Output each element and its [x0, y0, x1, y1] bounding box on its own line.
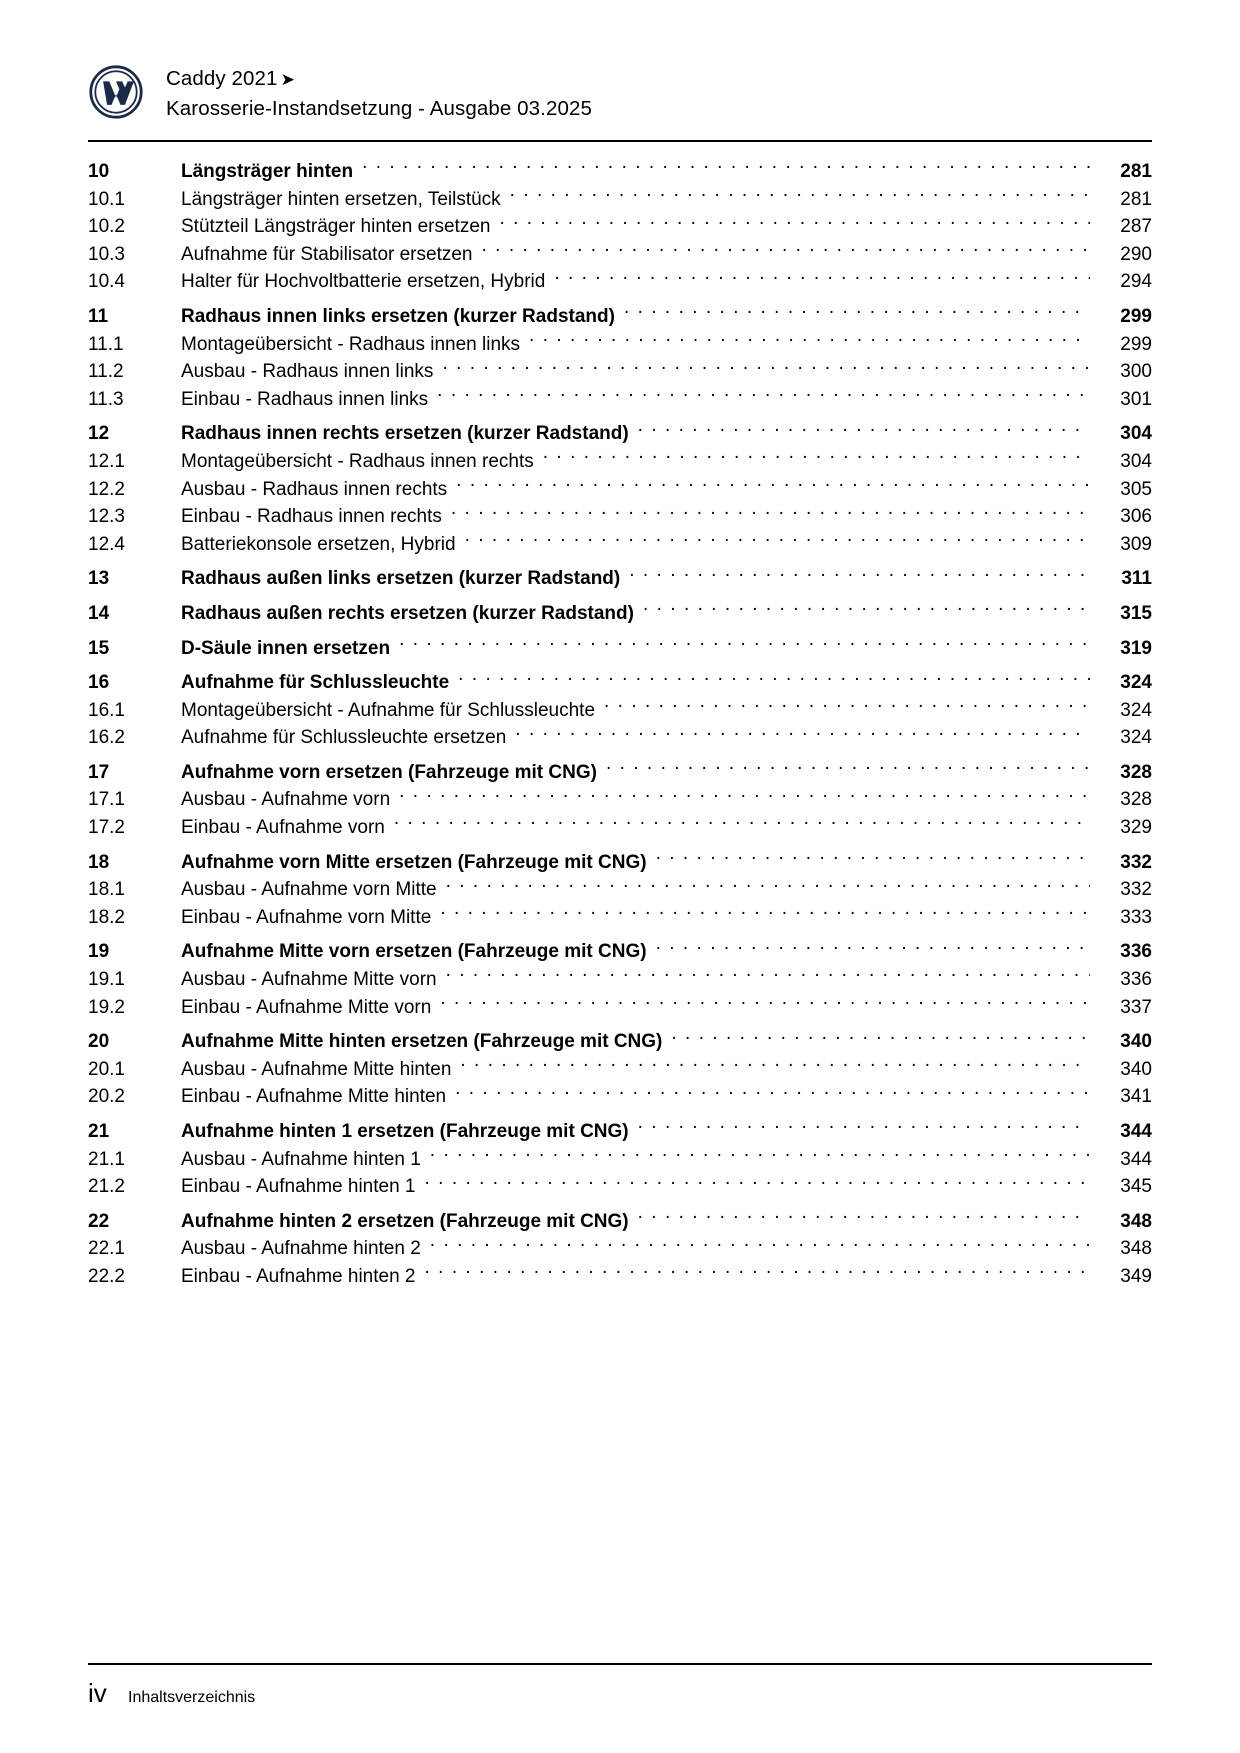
toc-leader-dots [446, 876, 1090, 895]
toc-entry-title: Längsträger hinten ersetzen, Teilstück [181, 188, 501, 210]
header-model-line [166, 64, 592, 94]
toc-entry[interactable] [88, 1083, 1152, 1111]
toc-leader-dots [446, 966, 1090, 985]
toc-entry-number: 22.1 [88, 1238, 125, 1260]
toc-entry[interactable] [88, 724, 1152, 752]
toc-entry[interactable] [88, 420, 1152, 448]
toc-leader-dots [458, 669, 1090, 688]
toc-entry-page: 336 [1120, 969, 1152, 991]
toc-entry-page: 324 [1120, 672, 1152, 694]
toc-entry-page: 332 [1120, 851, 1152, 873]
toc-entry[interactable] [88, 938, 1152, 966]
toc-entry[interactable] [88, 966, 1152, 994]
toc-entry[interactable] [88, 213, 1152, 241]
toc-entry-title: Radhaus außen rechts ersetzen (kurzer Radstand) [181, 602, 634, 624]
toc-leader-dots [465, 531, 1090, 550]
header-model: Caddy 2021 [166, 67, 278, 90]
toc-entry-number: 11.3 [88, 388, 124, 410]
toc-entry[interactable] [88, 331, 1152, 359]
toc-entry-number: 12.1 [88, 450, 125, 472]
toc-entry-page: 301 [1120, 388, 1152, 410]
toc-entry-number: 11.2 [88, 361, 124, 383]
toc-entry[interactable] [88, 241, 1152, 269]
toc-entry-page: 300 [1120, 361, 1152, 383]
toc-leader-dots [482, 241, 1091, 260]
toc-entry-page: 340 [1120, 1058, 1152, 1080]
toc-leader-dots [638, 1208, 1090, 1227]
toc-entry-number: 16 [88, 672, 110, 694]
toc-entry[interactable] [88, 448, 1152, 476]
toc-entry-title: Ausbau - Radhaus innen links [181, 361, 434, 383]
toc-entry-number: 12 [88, 423, 110, 445]
toc-entry-page: 328 [1120, 789, 1152, 811]
footer-divider [88, 1663, 1152, 1665]
toc-entry-number: 11 [88, 305, 109, 327]
toc-entry-number: 16.2 [88, 727, 125, 749]
toc-entry-number: 21.1 [88, 1148, 125, 1170]
toc-leader-dots [362, 158, 1090, 177]
toc-entry-page: 333 [1120, 906, 1152, 928]
toc-entry-number: 10 [88, 161, 110, 182]
toc-leader-dots [515, 724, 1090, 743]
toc-entry-number: 17.1 [88, 789, 125, 811]
toc-entry-title: Radhaus innen links ersetzen (kurzer Radstand) [181, 305, 615, 327]
toc-entry-number: 19 [88, 941, 110, 963]
toc-entry[interactable] [88, 1146, 1152, 1174]
toc-entry-title: Einbau - Aufnahme hinten 1 [181, 1176, 416, 1198]
toc-entry-page: 324 [1120, 727, 1152, 749]
toc-entry-title: Einbau - Radhaus innen links [181, 388, 429, 410]
toc-entry-number: 20 [88, 1031, 110, 1053]
toc-entry-title: Ausbau - Aufnahme vorn [181, 789, 391, 811]
toc-leader-dots [455, 1083, 1090, 1102]
toc-entry-title: Einbau - Aufnahme Mitte hinten [181, 1086, 447, 1108]
toc-entry-title: Ausbau - Aufnahme hinten 1 [181, 1148, 421, 1170]
toc-entry[interactable] [88, 503, 1152, 531]
toc-entry-number: 15 [88, 637, 110, 659]
toc-leader-dots [430, 1146, 1090, 1165]
toc-leader-dots [656, 938, 1090, 957]
toc-entry-title: D-Säule innen ersetzen [181, 637, 391, 659]
page-folio: iv [88, 1678, 107, 1708]
toc-entry-title: Aufnahme hinten 2 ersetzen (Fahrzeuge mit CNG) [181, 1210, 629, 1232]
toc-entry-page: 294 [1120, 271, 1152, 293]
toc-entry-page: 304 [1120, 450, 1152, 472]
toc-leader-dots [643, 600, 1090, 619]
toc-entry-page: 329 [1120, 817, 1152, 839]
toc-entry-page: 305 [1120, 478, 1152, 500]
toc-entry-number: 19.2 [88, 996, 125, 1018]
toc-leader-dots [671, 1028, 1090, 1047]
toc-leader-dots [499, 213, 1090, 232]
toc-leader-dots [543, 448, 1090, 467]
toc-entry-title: Einbau - Aufnahme hinten 2 [181, 1265, 416, 1287]
toc-entry-number: 10.4 [88, 271, 125, 293]
toc-entry[interactable] [88, 531, 1152, 559]
toc-leader-dots [629, 565, 1090, 584]
toc-entry-page: 299 [1120, 305, 1152, 327]
toc-entry-title: Aufnahme hinten 1 ersetzen (Fahrzeuge mit CNG) [181, 1121, 629, 1142]
toc-entry[interactable] [88, 814, 1152, 842]
toc-entry[interactable] [88, 1235, 1152, 1263]
toc-entry-number: 21.2 [88, 1176, 125, 1198]
toc-entry-page: 319 [1120, 637, 1152, 659]
toc-leader-dots [399, 635, 1090, 654]
toc-entry-number: 19.1 [88, 969, 125, 991]
toc-entry[interactable] [88, 158, 1152, 186]
toc-entry-title: Radhaus außen links ersetzen (kurzer Radstand) [181, 568, 621, 590]
toc-entry-page: 344 [1120, 1148, 1152, 1170]
toc-leader-dots [440, 994, 1090, 1013]
toc-entry-number: 17 [88, 761, 110, 783]
toc-leader-dots [437, 386, 1090, 405]
toc-leader-dots [624, 303, 1090, 322]
toc-entry-number: 12.2 [88, 478, 125, 500]
toc-entry-page: 311 [1121, 568, 1152, 590]
toc-entry[interactable] [88, 635, 1152, 663]
toc-leader-dots [442, 358, 1090, 377]
toc-entry-number: 10.2 [88, 216, 125, 238]
toc-entry[interactable] [88, 476, 1152, 504]
toc-entry-page: 306 [1120, 506, 1152, 528]
toc-entry-page: 281 [1120, 188, 1152, 210]
toc-entry-page: 328 [1120, 761, 1152, 783]
toc-entry-number: 18 [88, 851, 110, 873]
toc-entry-page: 309 [1120, 533, 1152, 555]
footer-label: Inhaltsverzeichnis [128, 1689, 256, 1706]
toc-entry-number: 12.3 [88, 506, 125, 528]
toc-entry-title: Aufnahme vorn ersetzen (Fahrzeuge mit CNG) [181, 761, 597, 783]
toc-entry-title: Aufnahme vorn Mitte ersetzen (Fahrzeuge mit CNG) [181, 851, 647, 873]
toc-entry-page: 337 [1120, 996, 1152, 1018]
toc-entry-page: 341 [1120, 1086, 1152, 1108]
vw-logo-icon [88, 64, 144, 120]
toc-leader-dots [456, 476, 1090, 495]
toc-entry[interactable] [88, 358, 1152, 386]
toc-entry-title: Batteriekonsole ersetzen, Hybrid [181, 533, 456, 555]
toc-entry[interactable] [88, 786, 1152, 814]
toc-entry-number: 22.2 [88, 1265, 125, 1287]
toc-entry[interactable] [88, 1056, 1152, 1084]
toc-entry[interactable] [88, 697, 1152, 725]
toc-entry[interactable] [88, 386, 1152, 414]
toc-entry[interactable] [88, 303, 1152, 331]
toc-entry-title: Einbau - Aufnahme Mitte vorn [181, 996, 432, 1018]
toc-leader-dots [510, 186, 1090, 205]
header-text-block [166, 62, 592, 123]
toc-entry-page: 287 [1120, 216, 1152, 238]
toc-entry-title: Einbau - Aufnahme vorn Mitte [181, 906, 432, 928]
toc-entry-title: Montageübersicht - Radhaus innen rechts [181, 450, 534, 472]
toc-entry-page: 340 [1120, 1031, 1152, 1053]
toc-entry-page: 281 [1120, 161, 1152, 182]
toc-leader-dots [554, 268, 1090, 287]
toc-leader-dots [656, 849, 1090, 868]
toc-leader-dots [460, 1056, 1090, 1075]
toc-entry-title: Ausbau - Radhaus innen rechts [181, 478, 448, 500]
toc-entry-number: 13 [88, 568, 110, 590]
toc-leader-dots [399, 786, 1090, 805]
toc-entry-title: Radhaus innen rechts ersetzen (kurzer Radstand) [181, 423, 629, 445]
toc-leader-dots [638, 420, 1090, 439]
toc-entry[interactable] [88, 186, 1152, 214]
header-divider [88, 140, 1152, 142]
toc-leader-dots [425, 1263, 1090, 1282]
toc-entry-page: 304 [1120, 423, 1152, 445]
toc-leader-dots [451, 503, 1090, 522]
toc-entry[interactable] [88, 849, 1152, 877]
toc-entry-title: Aufnahme Mitte vorn ersetzen (Fahrzeuge mit CNG) [181, 941, 647, 963]
toc-entry-title: Aufnahme Mitte hinten ersetzen (Fahrzeuge mit CNG) [181, 1031, 663, 1053]
toc-entry[interactable] [88, 600, 1152, 628]
toc-entry[interactable] [88, 759, 1152, 787]
page-header [88, 62, 1152, 123]
toc-entry-title: Ausbau - Aufnahme Mitte hinten [181, 1058, 452, 1080]
toc-entry-number: 17.2 [88, 817, 125, 839]
toc-entry-title: Ausbau - Aufnahme hinten 2 [181, 1238, 421, 1260]
toc-entry-page: 332 [1120, 879, 1152, 901]
toc-entry-number: 20.2 [88, 1086, 125, 1108]
arrow-icon: ➤ [280, 70, 295, 89]
toc-entry-title: Aufnahme für Schlussleuchte [181, 672, 450, 694]
toc-entry-page: 324 [1120, 699, 1152, 721]
toc-entry-title: Ausbau - Aufnahme vorn Mitte [181, 879, 437, 901]
toc-entry-title: Montageübersicht - Aufnahme für Schlussleuchte [181, 699, 596, 721]
table-of-contents [88, 158, 1152, 1291]
toc-leader-dots [606, 759, 1090, 778]
toc-entry-number: 10.1 [88, 188, 125, 210]
toc-entry-number: 18.1 [88, 879, 125, 901]
toc-entry-title: Stützteil Längsträger hinten ersetzen [181, 216, 491, 238]
toc-leader-dots [638, 1118, 1090, 1137]
toc-entry-number: 12.4 [88, 533, 125, 555]
toc-entry[interactable] [88, 994, 1152, 1022]
toc-leader-dots [425, 1173, 1090, 1192]
toc-entry-number: 18.2 [88, 906, 125, 928]
toc-entry[interactable] [88, 565, 1152, 593]
toc-entry-page: 348 [1120, 1238, 1152, 1260]
toc-entry-number: 11.1 [88, 333, 124, 355]
toc-entry[interactable] [88, 1173, 1152, 1201]
toc-entry-page: 345 [1120, 1176, 1152, 1198]
toc-entry[interactable] [88, 669, 1152, 697]
toc-entry[interactable] [88, 1028, 1152, 1056]
toc-entry-title: Montageübersicht - Radhaus innen links [181, 333, 521, 355]
toc-entry-number: 16.1 [88, 699, 125, 721]
toc-entry[interactable] [88, 904, 1152, 932]
header-title: Karosserie-Instandsetzung - Ausgabe 03.2025 [166, 97, 592, 120]
toc-entry-page: 315 [1120, 602, 1152, 624]
toc-entry[interactable] [88, 1208, 1152, 1236]
toc-entry-page: 349 [1120, 1265, 1152, 1287]
toc-entry-title: Ausbau - Aufnahme Mitte vorn [181, 969, 437, 991]
toc-entry-page: 290 [1120, 243, 1152, 265]
toc-entry-title: Halter für Hochvoltbatterie ersetzen, Hybrid [181, 271, 546, 293]
toc-entry-page: 336 [1120, 941, 1152, 963]
toc-leader-dots [394, 814, 1090, 833]
toc-leader-dots [529, 331, 1090, 350]
toc-entry[interactable] [88, 1263, 1152, 1291]
page-footer [88, 1678, 255, 1713]
toc-entry-number: 22 [88, 1210, 110, 1232]
toc-leader-dots [430, 1235, 1090, 1254]
toc-leader-dots [440, 904, 1090, 923]
toc-entry-number: 20.1 [88, 1058, 125, 1080]
toc-entry-number: 10.3 [88, 243, 125, 265]
toc-entry[interactable] [88, 876, 1152, 904]
toc-entry-page: 299 [1120, 333, 1152, 355]
toc-entry-title: Einbau - Radhaus innen rechts [181, 506, 442, 528]
toc-entry-page: 348 [1120, 1210, 1152, 1232]
toc-entry-title: Aufnahme für Schlussleuchte ersetzen [181, 727, 507, 749]
toc-entry-number: 21 [88, 1121, 110, 1142]
toc-leader-dots [604, 697, 1090, 716]
toc-entry[interactable] [88, 268, 1152, 296]
toc-entry-page: 344 [1120, 1121, 1152, 1142]
toc-entry-title: Einbau - Aufnahme vorn [181, 817, 385, 839]
toc-entry-title: Aufnahme für Stabilisator ersetzen [181, 243, 473, 265]
toc-entry-title: Längsträger hinten [181, 161, 354, 182]
toc-entry[interactable] [88, 1118, 1152, 1146]
toc-entry-number: 14 [88, 602, 110, 624]
